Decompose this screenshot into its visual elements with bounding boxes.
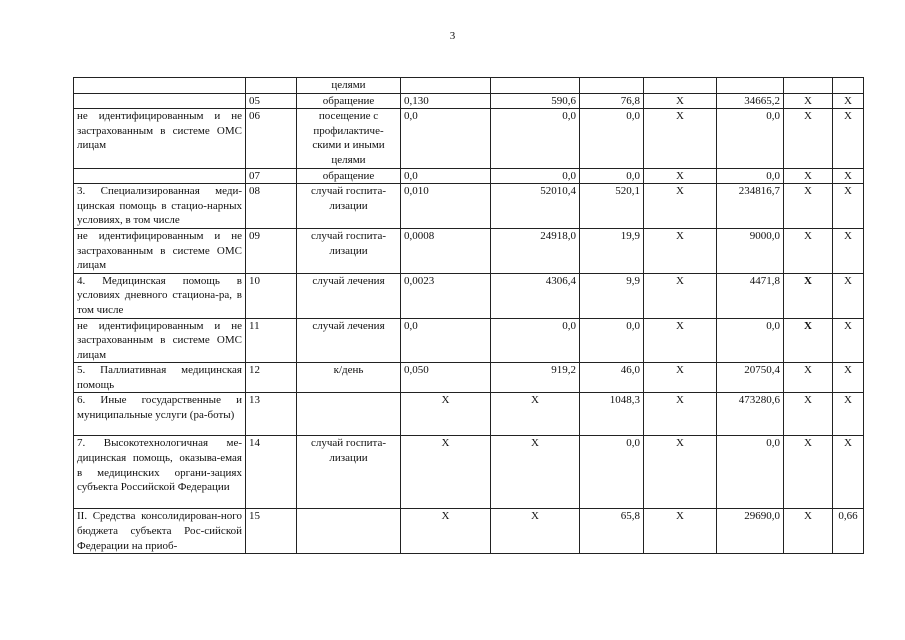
table-row [74,184,864,229]
row-code: 06 [246,109,297,168]
row-unit: целями [297,78,401,94]
row-cost: 919,2 [491,363,580,393]
row-last: Х [833,93,864,109]
row-unit: к/день [297,363,401,393]
row-x-col7: Х [644,168,717,184]
row-x-col9: Х [784,273,833,318]
row-x-col9: Х [784,168,833,184]
row-code: 15 [246,509,297,554]
table-row [74,363,864,393]
row-rate: 0,0 [401,109,491,168]
row-per-capita: 0,0 [580,318,644,363]
table-row [74,109,864,168]
row-x-col7: Х [644,318,717,363]
row-per-capita [580,78,644,94]
row-last: Х [833,363,864,393]
row-last: Х [833,393,864,436]
row-per-capita: 0,0 [580,436,644,509]
row-total: 34665,2 [717,93,784,109]
row-cost: 590,6 [491,93,580,109]
row-rate: Х [401,436,491,509]
row-x-col7: Х [644,109,717,168]
row-x-col7: Х [644,184,717,229]
row-x-col7: Х [644,93,717,109]
row-last: Х [833,318,864,363]
row-total: 29690,0 [717,509,784,554]
row-total: 0,0 [717,168,784,184]
row-per-capita: 520,1 [580,184,644,229]
row-x-col7: Х [644,228,717,273]
row-last: Х [833,436,864,509]
row-code: 13 [246,393,297,436]
row-cost: Х [491,436,580,509]
row-total: 234816,7 [717,184,784,229]
row-last: Х [833,228,864,273]
row-cost: 0,0 [491,109,580,168]
table-row [74,393,864,436]
row-unit: посещение с профилактиче-скими и иными целями [297,109,401,168]
row-cost: 24918,0 [491,228,580,273]
row-total: 9000,0 [717,228,784,273]
row-cost: Х [491,393,580,436]
row-name: 3. Специализированная меди-цинская помощь в стацио-нарных условиях, в том числе [74,184,246,229]
row-x-col9: Х [784,509,833,554]
row-last: 0,66 [833,509,864,554]
row-rate: 0,0008 [401,228,491,273]
row-x-col9: Х [784,363,833,393]
row-per-capita: 9,9 [580,273,644,318]
row-code: 07 [246,168,297,184]
row-name [74,168,246,184]
row-code: 14 [246,436,297,509]
row-unit: случай госпита-лизации [297,436,401,509]
row-x-col9: Х [784,184,833,229]
row-name [74,78,246,94]
row-name: не идентифицированным и не застрахованным в системе ОМС лицам [74,109,246,168]
row-rate: 0,0 [401,318,491,363]
row-code: 09 [246,228,297,273]
table-row [74,436,864,509]
row-x-col9: Х [784,436,833,509]
row-x-col7: Х [644,393,717,436]
row-per-capita: 46,0 [580,363,644,393]
row-total: 473280,6 [717,393,784,436]
row-x-col9: Х [784,393,833,436]
row-x-col7 [644,78,717,94]
row-code: 05 [246,93,297,109]
row-unit: обращение [297,93,401,109]
table-row [74,509,864,554]
row-code: 12 [246,363,297,393]
row-code: 10 [246,273,297,318]
row-unit [297,393,401,436]
row-code: 08 [246,184,297,229]
row-per-capita: 0,0 [580,109,644,168]
financing-table [73,77,864,554]
table-row [74,228,864,273]
row-rate: Х [401,393,491,436]
row-last: Х [833,109,864,168]
row-total: 4471,8 [717,273,784,318]
row-cost: 52010,4 [491,184,580,229]
row-unit: случай госпита-лизации [297,184,401,229]
row-name: не идентифицированным и не застрахованным в системе ОМС лицам [74,318,246,363]
row-rate: 0,130 [401,93,491,109]
row-x-col7: Х [644,436,717,509]
table-row [74,168,864,184]
row-x-col9 [784,78,833,94]
row-rate [401,78,491,94]
row-per-capita: 19,9 [580,228,644,273]
row-total: 0,0 [717,318,784,363]
row-cost: Х [491,509,580,554]
row-name: 5. Паллиативная медицинская помощь [74,363,246,393]
row-x-col7: Х [644,509,717,554]
row-per-capita: 76,8 [580,93,644,109]
row-last: Х [833,168,864,184]
row-last: Х [833,184,864,229]
row-unit: случай лечения [297,273,401,318]
row-cost: 0,0 [491,168,580,184]
row-x-col7: Х [644,363,717,393]
row-name [74,93,246,109]
row-cost [491,78,580,94]
row-cost: 0,0 [491,318,580,363]
row-unit: обращение [297,168,401,184]
row-rate: 0,010 [401,184,491,229]
row-unit: случай госпита-лизации [297,228,401,273]
row-rate: 0,0023 [401,273,491,318]
row-total: 0,0 [717,436,784,509]
table-row [74,93,864,109]
table-row [74,273,864,318]
row-last [833,78,864,94]
row-total: 20750,4 [717,363,784,393]
row-code [246,78,297,94]
row-x-col9: Х [784,228,833,273]
row-unit [297,509,401,554]
row-last: Х [833,273,864,318]
row-x-col9: Х [784,93,833,109]
row-cost: 4306,4 [491,273,580,318]
row-rate: Х [401,509,491,554]
row-per-capita: 0,0 [580,168,644,184]
row-per-capita: 1048,3 [580,393,644,436]
table-row [74,78,864,94]
table-row [74,318,864,363]
row-code: 11 [246,318,297,363]
row-unit: случай лечения [297,318,401,363]
row-name: 4. Медицинская помощь в условиях дневного стациона-ра, в том числе [74,273,246,318]
row-total: 0,0 [717,109,784,168]
row-name: не идентифицированным и не застрахованным в системе ОМС лицам [74,228,246,273]
row-name: 7. Высокотехнологичная ме-дицинская помощь, оказыва-емая в медицинских органи-зациях субъекта Российской Федерации [74,436,246,509]
row-x-col9: Х [784,109,833,168]
row-x-col7: Х [644,273,717,318]
row-rate: 0,0 [401,168,491,184]
row-per-capita: 65,8 [580,509,644,554]
row-rate: 0,050 [401,363,491,393]
row-total [717,78,784,94]
page-number: 3 [449,30,456,42]
row-name: II. Средства консолидирован-ного бюджета субъекта Рос-сийской Федерации на приоб- [74,509,246,554]
row-x-col9: Х [784,318,833,363]
row-name: 6. Иные государственные и муниципальные услуги (ра-боты) [74,393,246,436]
